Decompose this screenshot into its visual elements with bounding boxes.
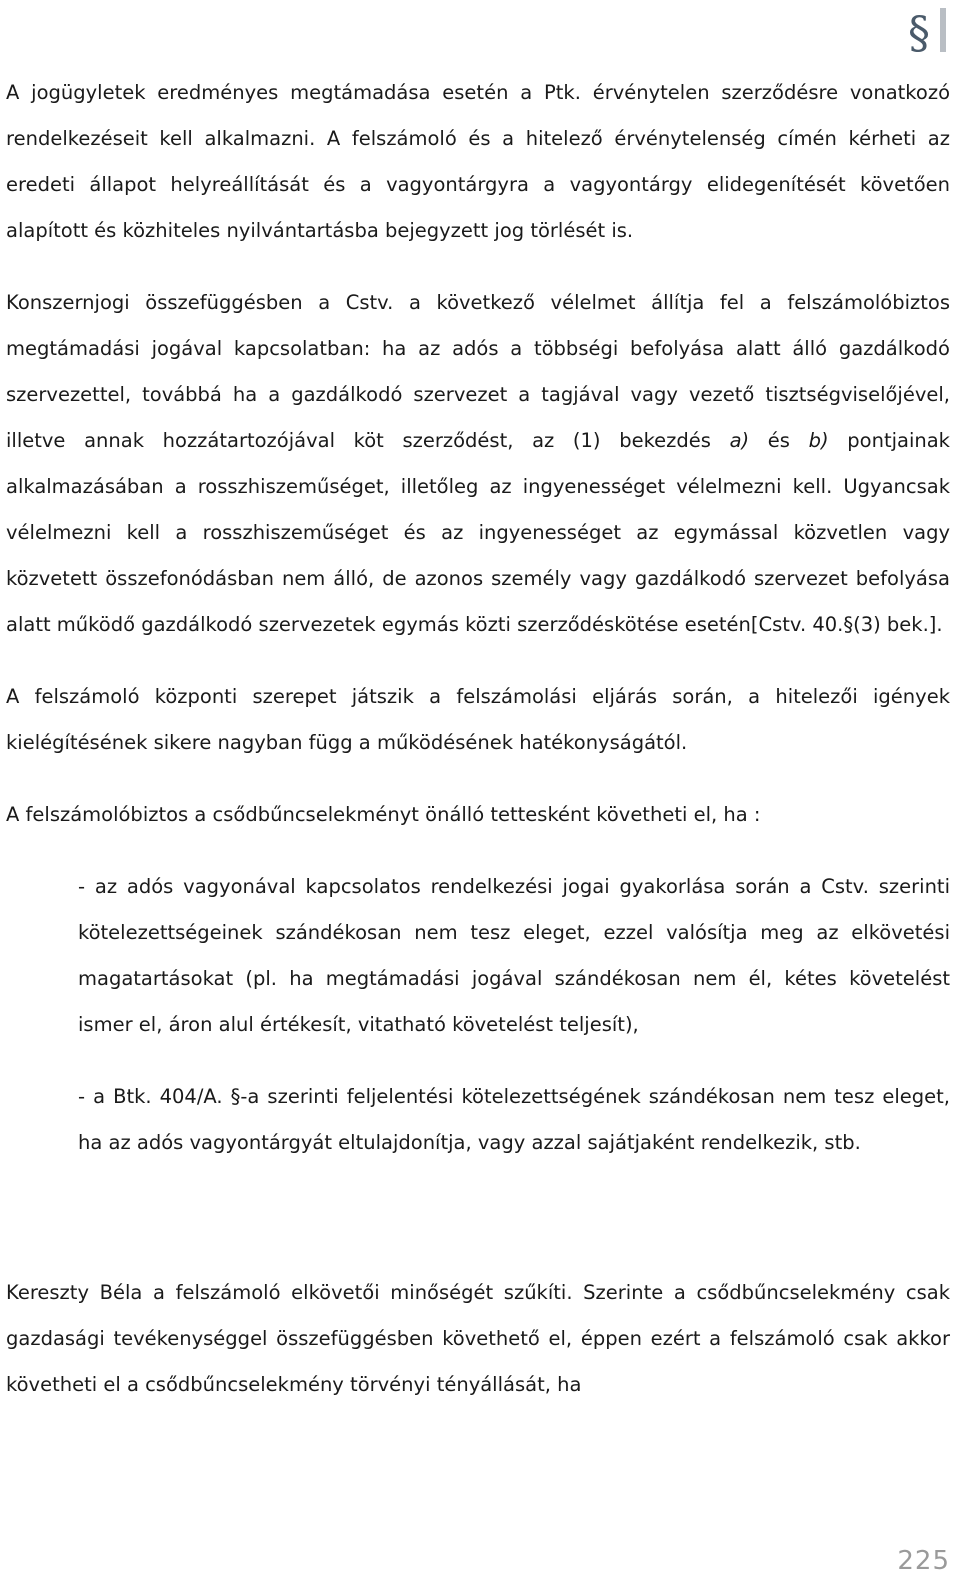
- list-item: - az adós vagyonával kapcsolatos rendelkezési jogai gyakorlása során a Cstv. szerinti kötelezettségeinek szándékosan nem tesz eleget, ezzel valósítja meg az elkövetési magatartásokat (pl. ha megtámadási jogával szándékosan nem él, kétes követelést ismer el, áron alul értékesít, vitatható követelést teljesít),: [78, 875, 950, 1036]
- paragraph-kereszty: Kereszty Béla a felszámoló elkövetői minőségét szűkíti. Szerinte a csődbűncselekmény csak gazdasági tevékenységgel összefüggésben követhető el, éppen ezért a felszámoló csak akkor követheti el a csődbűncselekmény törvényi tényállását, ha: [6, 1281, 950, 1396]
- document-body: [6, 70, 950, 1408]
- svg-text:§: §: [908, 8, 930, 56]
- paragraph-perpetrator-intro: A felszámolóbiztos a csődbűncselekményt önálló tettesként követheti el, ha :: [6, 803, 761, 826]
- paragraph-group-law: Konszernjogi összefüggésben a Cstv. a következő vélelmet állítja fel a felszámolóbiztos megtámadási jogával kapcsolatban: ha az adós a többségi befolyása alatt álló gazdálkodó szervezettel, továbbá ha a gazdálkodó szervezet a tagjával vagy vezető tisztségviselőjével, illetve annak hozzátartozójával köt szerződést, az (1) bekezdés a) és b) pontjainak alkalmazásában a rosszhiszeműséget, illetőleg az ingyenességet vélelmezni kell. Ugyancsak vélelmezni kell a rosszhiszeműséget és az ingyenességet az egymással közvetlen vagy közvetett összefonódásban nem álló, de azonos személy vagy gazdálkodó szervezet befolyása alatt működő gazdálkodó szervezetek egymás közti szerződéskötése esetén[Cstv. 40.§(3) bek.].: [6, 291, 950, 636]
- list-item: - a Btk. 404/A. §-a szerinti feljelentési kötelezettségének szándékosan nem tesz eleget, ha az adós vagyontárgyát eltulajdonítja, vagy azzal sajátjaként rendelkezik, stb.: [78, 1085, 950, 1154]
- paragraph-liquidator-role: A felszámoló központi szerepet játszik a felszámolási eljárás során, a hitelezői igények kielégítésének sikere nagyban függ a működésének hatékonyságától.: [6, 685, 950, 754]
- section-sign-logo: [906, 4, 952, 56]
- page-number: 225: [897, 1546, 950, 1576]
- paragraph-invalidity: A jogügyletek eredményes megtámadása esetén a Ptk. érvénytelen szerződésre vonatkozó rendelkezéseit kell alkalmazni. A felszámoló és a hitelező érvénytelenség címén kérheti az eredeti állapot helyreállítását és a vagyontárgyra a vagyontárgy elidegenítését követően alapított és közhiteles nyilvántartásba bejegyzett jog törlését is.: [6, 81, 950, 242]
